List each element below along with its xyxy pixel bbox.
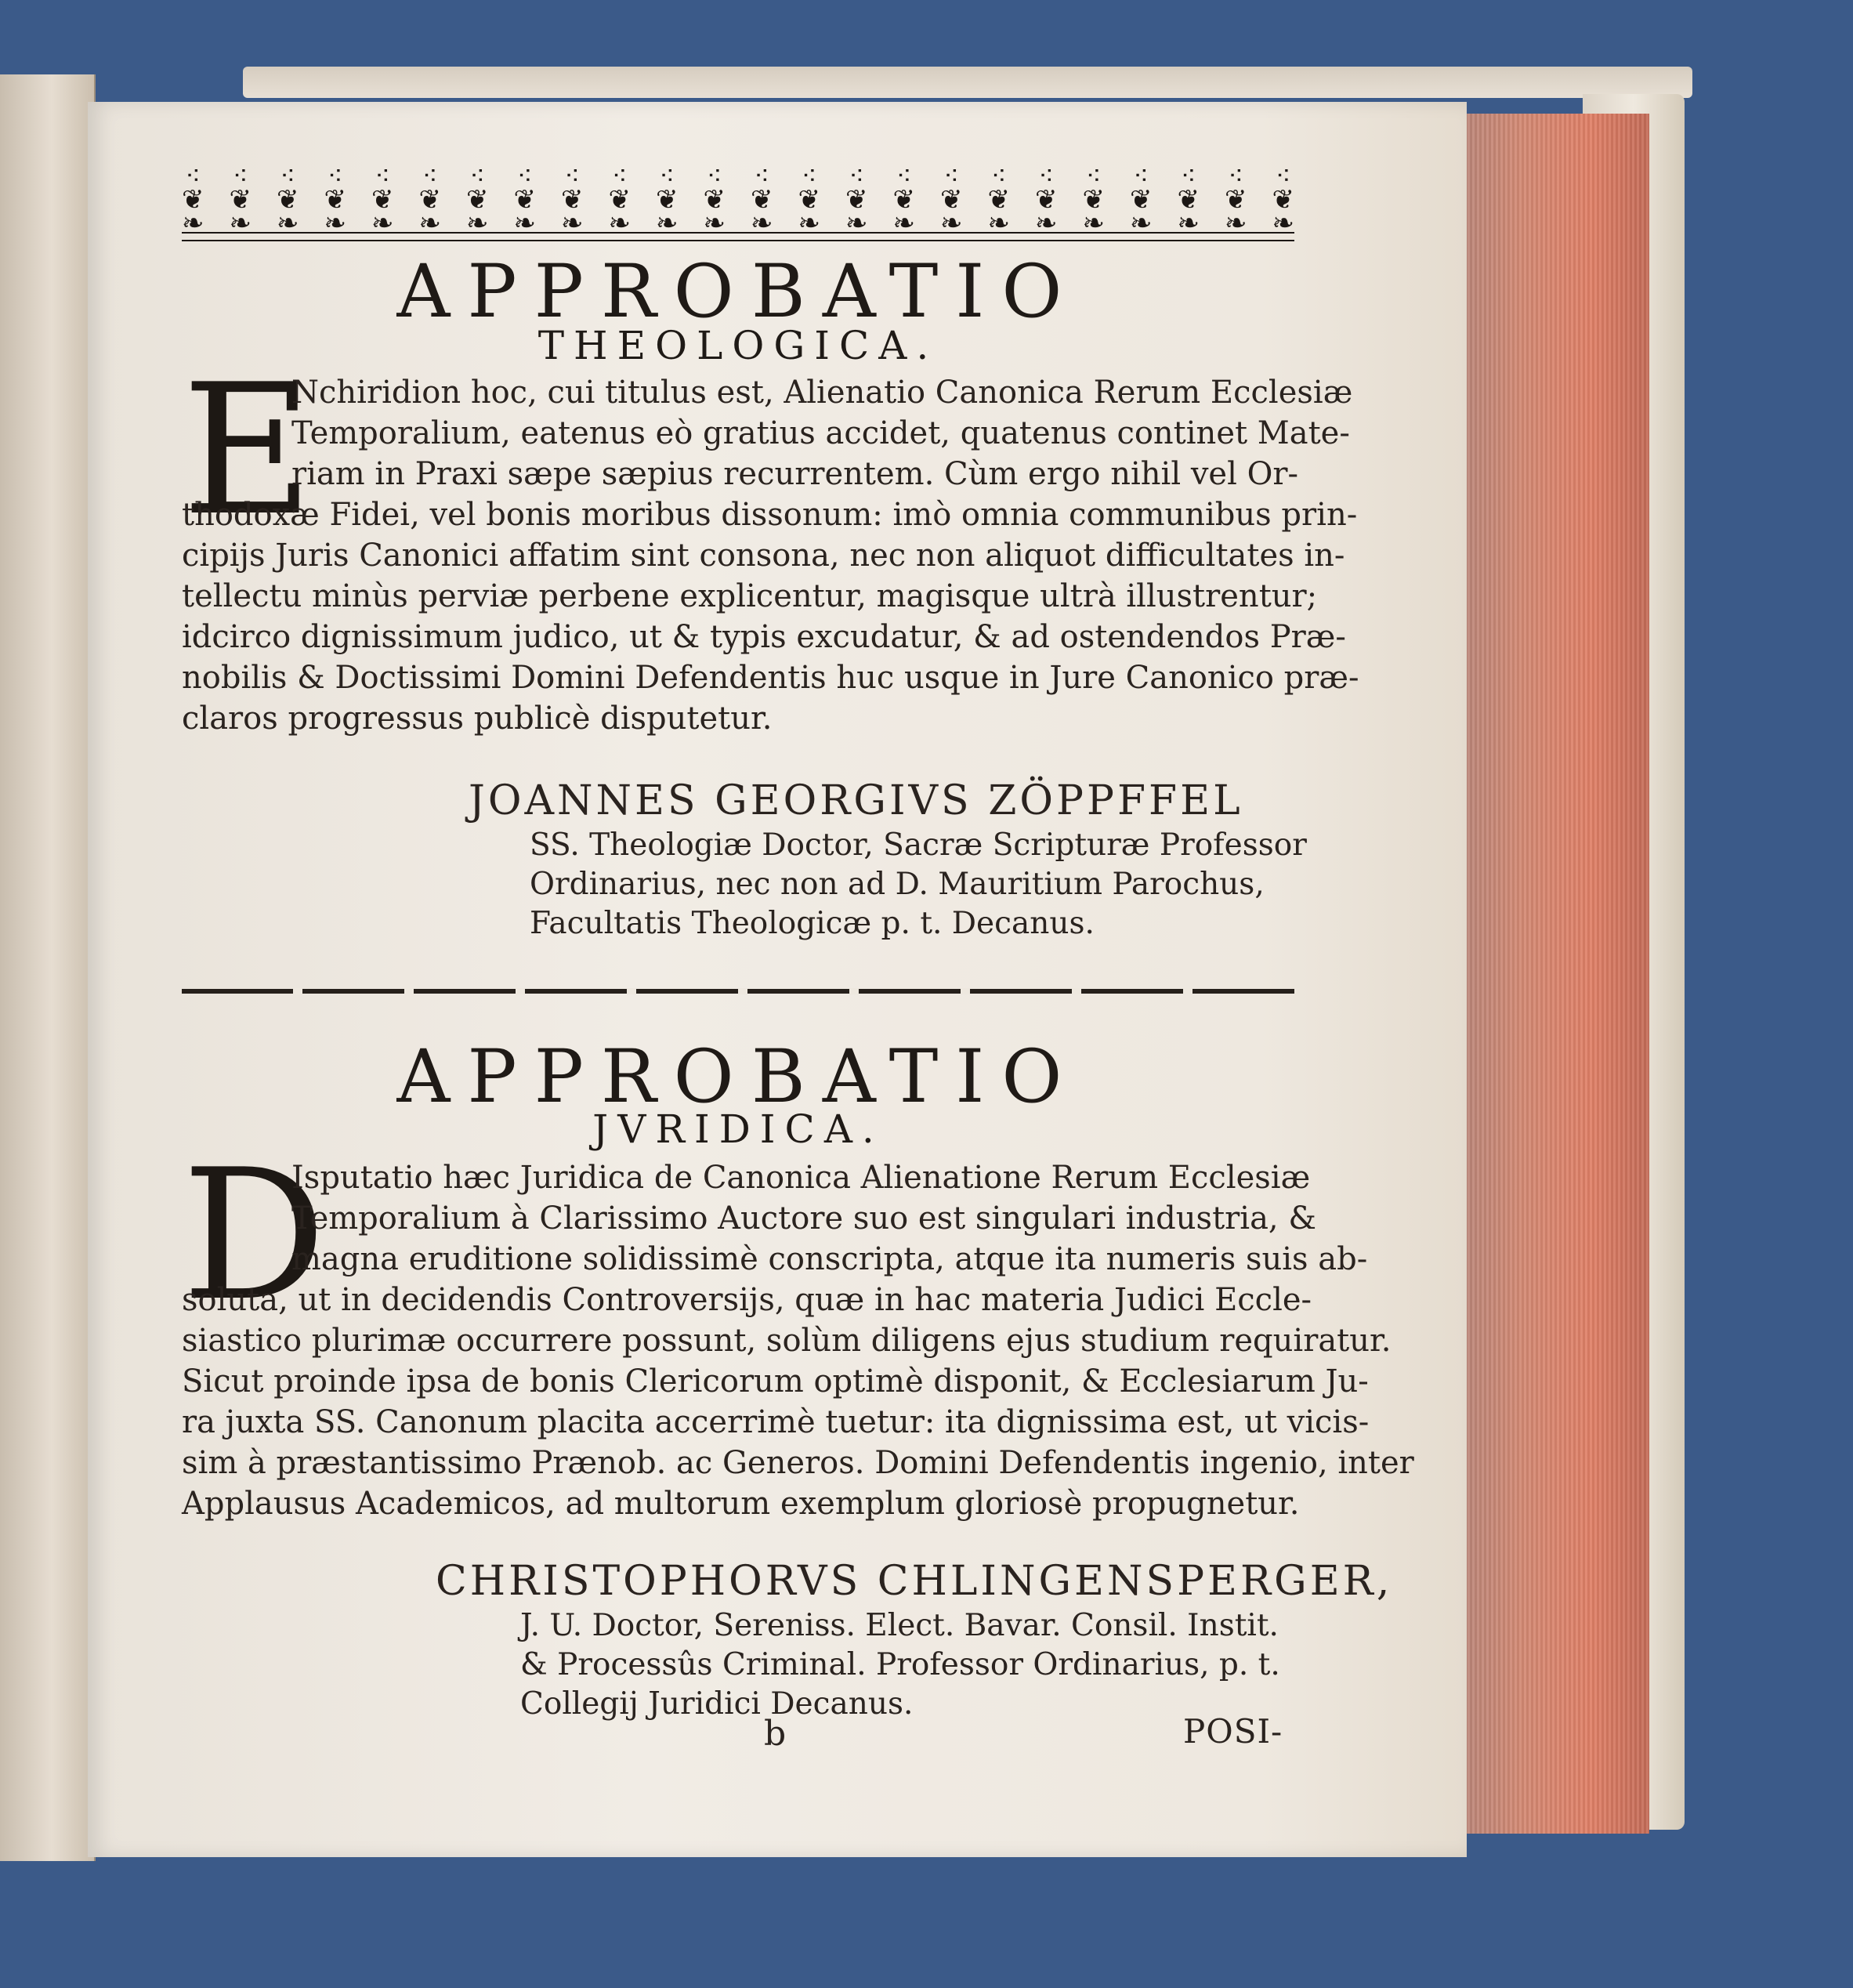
fleuron-ornament-icon: ⁖ ❦ ❧ bbox=[1082, 161, 1105, 239]
section2-line: Sicut proinde ipsa de bonis Clericorum optimè disponit, & Ecclesiarum Ju- bbox=[182, 1363, 1369, 1400]
section2-signatory-title: & Processûs Criminal. Professor Ordinarius, p. t. bbox=[520, 1647, 1280, 1682]
fleuron-ornament-icon: ⁖ ❦ ❧ bbox=[418, 161, 441, 239]
section2-signatory-title: J. U. Doctor, Sereniss. Elect. Bavar. Consil. Instit. bbox=[520, 1608, 1279, 1643]
section1-line: claros progressus publicè disputetur. bbox=[182, 701, 773, 737]
section1-line: thodoxæ Fidei, vel bonis moribus dissonum: imò omnia communibus prin- bbox=[182, 497, 1358, 533]
section1-signatory-title: SS. Theologiæ Doctor, Sacræ Scripturæ Professor bbox=[530, 827, 1307, 863]
section1-signatory-name: JOANNES GEORGIVS ZÖPPFFEL bbox=[469, 777, 1243, 824]
red-page-edges bbox=[1453, 114, 1649, 1834]
fleuron-headpiece bbox=[182, 161, 1294, 239]
section1-dropcap: E bbox=[182, 346, 313, 556]
fleuron-ornament-icon: ⁖ ❦ ❧ bbox=[987, 161, 1010, 239]
section1-paragraph bbox=[182, 346, 1359, 737]
section2-line: magna eruditione solidissimè conscripta, atque ita numeris suis ab- bbox=[291, 1241, 1368, 1277]
fleuron-ornament-icon: ⁖ ❦ ❧ bbox=[371, 161, 394, 239]
section2-line: ra juxta SS. Canonum placita accerrimè tuetur: ita dignissima est, ut vicis- bbox=[182, 1404, 1370, 1440]
fleuron-ornament-icon: ⁖ ❦ ❧ bbox=[466, 161, 489, 239]
section2-signatory-title: Collegij Juridici Decanus. bbox=[520, 1686, 914, 1722]
section1-heading: APPROBATIO bbox=[396, 249, 1080, 335]
section2-dropcap: D bbox=[182, 1132, 327, 1341]
section2-line: Isputatio hæc Juridica de Canonica Alienatione Rerum Ecclesiæ bbox=[291, 1160, 1311, 1196]
section2-line: sim à præstantissimo Prænob. ac Generos. Domini Defendentis ingenio, inter bbox=[182, 1445, 1414, 1481]
section1-line: nobilis & Doctissimi Domini Defendentis huc usque in Jure Canonico præ- bbox=[182, 660, 1359, 696]
fleuron-ornament-icon: ⁖ ❦ ❧ bbox=[1225, 161, 1247, 239]
fleuron-ornament-icon: ⁖ ❦ ❧ bbox=[798, 161, 820, 239]
section1-line: riam in Praxi sæpe sæpius recurrentem. Cùm ergo nihil vel Or- bbox=[291, 456, 1299, 492]
fleuron-ornament-icon: ⁖ ❦ ❧ bbox=[1130, 161, 1153, 239]
signature-mark: b bbox=[764, 1714, 787, 1754]
section1-line: idcirco dignissimum judico, ut & typis excudatur, & ad ostendendos Præ- bbox=[182, 619, 1346, 655]
section1-line: Temporalium, eatenus eò gratius accidet, quatenus continet Mate- bbox=[291, 415, 1350, 451]
book-cover-top bbox=[243, 67, 1692, 98]
section2-line: siastico plurimæ occurrere possunt, solùm diligens ejus studium requiratur. bbox=[182, 1323, 1392, 1359]
fleuron-ornament-icon: ⁖ ❦ ❧ bbox=[1035, 161, 1058, 239]
fleuron-ornament-icon: ⁖ ❦ ❧ bbox=[656, 161, 679, 239]
fleuron-ornament-icon: ⁖ ❦ ❧ bbox=[892, 161, 915, 239]
fleuron-ornament-icon: ⁖ ❦ ❧ bbox=[1177, 161, 1200, 239]
fleuron-ornament-icon: ⁖ ❦ ❧ bbox=[751, 161, 773, 239]
catchword: POSI- bbox=[1183, 1712, 1283, 1751]
left-page-edge bbox=[0, 74, 96, 1861]
section2-heading: APPROBATIO bbox=[396, 1034, 1080, 1120]
section2-line: Temporalium à Clarissimo Auctore suo est singulari industria, & bbox=[291, 1200, 1316, 1237]
section1-signatory-title: Facultatis Theologicæ p. t. Decanus. bbox=[530, 906, 1095, 941]
section1-line: tellectu minùs perviæ perbene explicentur, magisque ultrà illustrentur; bbox=[182, 578, 1318, 614]
fleuron-ornament-icon: ⁖ ❦ ❧ bbox=[1272, 161, 1294, 239]
fleuron-ornament-icon: ⁖ ❦ ❧ bbox=[229, 161, 252, 239]
section2-line: soluta, ut in decidendis Controversijs, quæ in hac materia Judici Eccle- bbox=[182, 1282, 1312, 1318]
fleuron-ornament-icon: ⁖ ❦ ❧ bbox=[703, 161, 726, 239]
fleuron-ornament-icon: ⁖ ❦ ❧ bbox=[182, 161, 204, 239]
fleuron-ornament-icon: ⁖ ❦ ❧ bbox=[324, 161, 346, 239]
fleuron-ornament-icon: ⁖ ❦ ❧ bbox=[608, 161, 631, 239]
section2-signatory-name: CHRISTOPHORVS CHLINGENSPERGER, bbox=[436, 1558, 1393, 1605]
fleuron-ornament-icon: ⁖ ❦ ❧ bbox=[513, 161, 536, 239]
fleuron-ornament-icon: ⁖ ❦ ❧ bbox=[277, 161, 299, 239]
section2-line: Applausus Academicos, ad multorum exemplum gloriosè propugnetur. bbox=[182, 1486, 1300, 1522]
section2-subheading: JVRIDICA. bbox=[592, 1106, 884, 1152]
section1-line: cipijs Juris Canonici affatim sint consona, nec non aliquot difficultates in- bbox=[182, 538, 1345, 574]
headpiece-border bbox=[182, 232, 1294, 241]
section1-line: Nchiridion hoc, cui titulus est, Alienatio Canonica Rerum Ecclesiæ bbox=[291, 375, 1353, 411]
fleuron-ornament-icon: ⁖ ❦ ❧ bbox=[940, 161, 963, 239]
fleuron-ornament-icon: ⁖ ❦ ❧ bbox=[561, 161, 584, 239]
section-divider-rule bbox=[182, 989, 1294, 994]
fleuron-ornament-icon: ⁖ ❦ ❧ bbox=[845, 161, 868, 239]
section2-paragraph bbox=[182, 1132, 1414, 1522]
section1-subheading: THEOLOGICA. bbox=[537, 323, 939, 368]
section1-signatory-title: Ordinarius, nec non ad D. Mauritium Parochus, bbox=[530, 867, 1265, 902]
